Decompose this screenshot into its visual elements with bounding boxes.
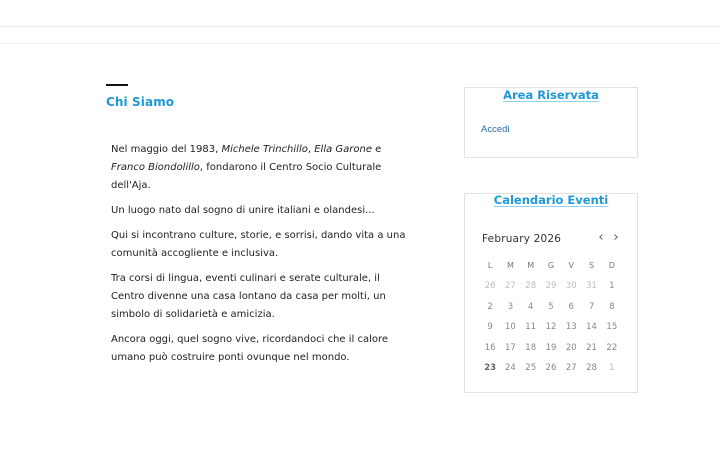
weekday-label: M <box>506 261 514 270</box>
calendar-week-row <box>480 280 622 300</box>
calendar-week-row <box>480 362 622 382</box>
about-content <box>111 141 411 374</box>
calendar-day[interactable]: 27 <box>505 281 516 292</box>
paragraph-5: Ancora oggi, quel sogno vive, ricordandoci che il calore umano può costruire ponti ovunque nel mondo. <box>111 334 389 363</box>
paragraph-3: Qui si incontrano culture, storie, e sorrisi, dando vita a una comunità accogliente e inclusiva. <box>111 230 406 259</box>
calendar-day[interactable]: 3 <box>507 301 514 312</box>
calendar-day[interactable]: 26 <box>545 362 557 373</box>
calendar-day[interactable]: 2 <box>487 301 493 312</box>
paragraph-1 <box>111 141 411 195</box>
weekday-label: S <box>589 261 595 270</box>
header-divider <box>0 43 720 44</box>
chevron-right-icon[interactable]: › <box>613 230 619 245</box>
weekday-label: D <box>608 261 615 270</box>
p1-text-d: , fondarono il Centro Socio Culturale dell'Aja. <box>111 162 382 191</box>
calendar-day[interactable]: 29 <box>545 281 557 292</box>
founder-name-1: Michele Trinchillo <box>221 144 308 155</box>
calendar-month-label: February 2026 <box>482 233 562 245</box>
calendar-week-row <box>480 301 622 321</box>
calendar-day[interactable]: 26 <box>484 281 496 292</box>
calendar-day[interactable]: 1 <box>609 281 615 292</box>
calendar-title: Calendario Eventi <box>493 193 609 207</box>
calendar-day[interactable]: 17 <box>505 342 516 353</box>
calendar-day[interactable]: 5 <box>548 301 554 312</box>
reserved-area-title: Area Riservata <box>503 88 599 102</box>
calendar-day[interactable]: 7 <box>588 301 595 312</box>
top-header-bar <box>0 0 720 27</box>
calendar-day[interactable]: 21 <box>586 342 597 353</box>
p1-text-b: , <box>307 144 315 155</box>
calendar-day[interactable]: 14 <box>586 322 597 333</box>
calendar-day[interactable]: 6 <box>568 301 574 312</box>
main-heading-block <box>106 84 426 109</box>
calendar-day[interactable]: 12 <box>545 322 557 333</box>
p1-text-a: Nel maggio del 1983, <box>111 144 222 155</box>
weekday-label: G <box>547 261 555 270</box>
calendar-day[interactable]: 1 <box>609 362 615 373</box>
founder-name-3: Franco Biondolillo <box>111 162 200 173</box>
calendar-day[interactable]: 30 <box>565 281 577 292</box>
weekday-header-row <box>480 260 622 280</box>
calendar-day[interactable]: 20 <box>565 342 577 353</box>
weekday-label: M <box>527 261 535 270</box>
calendar-day[interactable]: 27 <box>565 362 577 373</box>
calendar-day[interactable]: 19 <box>545 342 557 353</box>
calendar-week-row <box>480 321 622 341</box>
calendar-day[interactable]: 22 <box>606 342 618 353</box>
events-calendar-widget <box>464 193 638 393</box>
calendar-day[interactable]: 25 <box>525 362 537 373</box>
calendar-day[interactable]: 18 <box>525 342 537 353</box>
calendar-day-today[interactable]: 23 <box>484 362 497 373</box>
calendar-day[interactable]: 11 <box>525 322 537 333</box>
login-link[interactable]: Accedi <box>481 124 510 135</box>
page-title: Chi Siamo <box>106 95 175 109</box>
weekday-label: L <box>487 261 493 270</box>
reserved-area-widget <box>464 87 638 158</box>
calendar-day[interactable]: 9 <box>487 322 493 333</box>
calendar-grid <box>480 260 622 382</box>
calendar-day[interactable]: 4 <box>527 301 534 312</box>
weekday-label: V <box>568 261 574 270</box>
founder-name-2: Ella Garone <box>314 144 372 155</box>
calendar-day[interactable]: 8 <box>609 301 615 312</box>
calendar-day[interactable]: 15 <box>606 322 618 333</box>
paragraph-2: Un luogo nato dal sogno di unire italiani e olandesi... <box>111 205 375 216</box>
calendar-week-row <box>480 342 622 362</box>
calendar-day[interactable]: 10 <box>505 322 516 333</box>
calendar-day[interactable]: 16 <box>484 342 496 353</box>
p1-text-c: e <box>372 144 382 155</box>
calendar-day[interactable]: 28 <box>525 281 537 292</box>
calendar-day[interactable]: 28 <box>586 362 597 373</box>
chevron-left-icon[interactable]: ‹ <box>598 230 604 245</box>
paragraph-4: Tra corsi di lingua, eventi culinari e serate culturale, il Centro divenne una casa lontano da casa per molti, un simbolo di solidarietà e amicizia. <box>111 273 386 320</box>
title-accent-bar <box>106 84 128 86</box>
calendar-day[interactable]: 31 <box>586 281 597 292</box>
calendar-day[interactable]: 24 <box>505 362 516 373</box>
calendar-day[interactable]: 13 <box>565 322 577 333</box>
